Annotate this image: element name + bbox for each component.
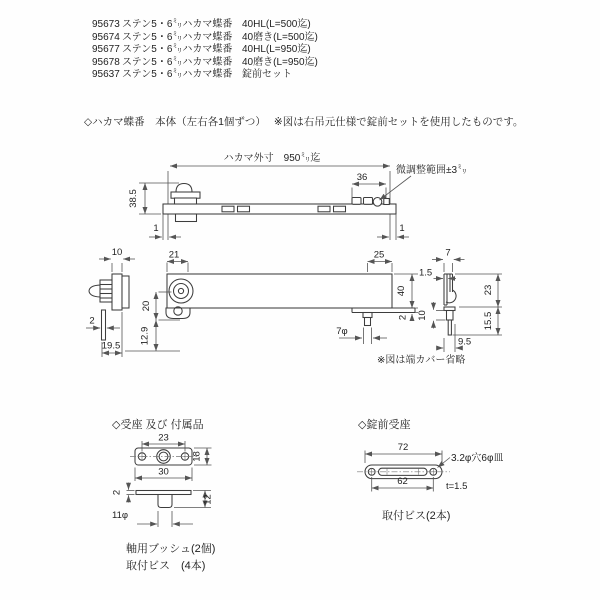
- product-spec: 錠前セット: [242, 69, 292, 81]
- dim-7-label: 7: [445, 247, 451, 259]
- dim-2-socket-label: 2: [111, 489, 123, 496]
- dim-1-right-label: 1: [399, 223, 405, 234]
- dim-10-end-label: 10: [417, 310, 428, 321]
- product-code: 95674: [92, 31, 120, 43]
- product-spec: 40HL(L=950迄): [242, 44, 311, 56]
- section-title: ◇ハカマ蝶番 本体（左右各1個ずつ）: [84, 116, 266, 128]
- dim-7phi-label: 7φ: [336, 326, 348, 337]
- product-name: ステン5・6㍉ハカマ蝶番: [122, 31, 233, 43]
- hole-spec-label: 3.2φ穴6φ皿: [451, 453, 504, 464]
- product-code: 95678: [92, 56, 120, 68]
- dim-1-left-label: 1: [153, 223, 159, 234]
- end-cover-note: ※図は端カバー省略: [377, 355, 466, 366]
- dim-10-label: 10: [111, 247, 123, 258]
- dim-38-5-label: 38.5: [128, 189, 139, 208]
- product-code: 95673: [92, 19, 120, 30]
- lock-plate-section: [357, 417, 503, 522]
- product-name: ステン5・6㍉ハカマ蝶番: [122, 19, 233, 30]
- bush-body: [447, 311, 454, 321]
- dim-18-label: 18: [191, 451, 203, 462]
- product-name: ステン5・6㍉ハカマ蝶番: [122, 56, 233, 68]
- socket-title: ◇受座 及び 付属品: [112, 419, 204, 431]
- dim-2-label: 2: [89, 315, 95, 327]
- bush-pin: [448, 320, 451, 335]
- lock-plate-title: ◇錠前受座: [358, 419, 411, 431]
- pivot-knob: [176, 184, 192, 193]
- adjust-range-note: 微調整範囲±3㍉: [396, 165, 468, 176]
- dim-72-label: 72: [397, 442, 409, 453]
- dim-19-5-label: 19.5: [101, 340, 121, 352]
- dim-9-5-label: 9.5: [458, 336, 472, 348]
- mount-tab: [166, 308, 190, 319]
- bush-flange-side: [136, 491, 191, 495]
- dim-25-label: 25: [373, 249, 385, 261]
- dim-11phi-label: 11φ: [112, 510, 129, 521]
- hinge-plate: [167, 274, 392, 308]
- product-spec: 40磨き(L=950迄): [242, 56, 318, 68]
- product-spec: 40HL(L=500迄): [242, 19, 311, 30]
- dim-15-5-label: 15.5: [483, 311, 494, 331]
- bush-stem: [158, 495, 172, 508]
- dim-1-5-label: 1.5: [419, 267, 433, 279]
- product-code: 95637: [92, 69, 120, 81]
- pivot-pin: [102, 310, 106, 340]
- bush-qty-label: 軸用ブッシュ(2個): [126, 543, 216, 555]
- screw-qty-label: 取付ビス (4本): [126, 560, 206, 572]
- pivot-side-view: [89, 274, 129, 340]
- hinge-front-view: [86, 247, 465, 366]
- top-view-title: ハカマ外寸 950㍉迄: [223, 153, 321, 164]
- thickness-label: t=1.5: [446, 481, 468, 492]
- dim-23-socket-label: 23: [158, 432, 169, 444]
- adjuster-screw: [352, 198, 361, 205]
- product-name: ステン5・6㍉ハカマ蝶番: [122, 69, 233, 81]
- product-spec: 40磨き(L=500迄): [242, 31, 318, 43]
- dim-20-label: 20: [141, 300, 152, 312]
- socket-section: [112, 417, 216, 572]
- dim-21-label: 21: [168, 249, 180, 261]
- product-name: ステン5・6㍉ハカマ蝶番: [122, 44, 233, 56]
- lock-screw-qty-label: 取付ビス(2本): [382, 510, 451, 522]
- bottom-pin: [363, 313, 372, 318]
- hinge-bar: [163, 204, 396, 214]
- dim-2-bottom-label: 2: [397, 314, 409, 321]
- dim-36-label: 36: [356, 172, 368, 183]
- dim-12-label: 12: [202, 494, 214, 505]
- dim-40-label: 40: [396, 285, 407, 297]
- dim-62-label: 62: [397, 476, 408, 487]
- dim-30-label: 30: [158, 466, 169, 478]
- section-note: ※図は右吊元仕様で錠前セットを使用したものです。: [273, 116, 524, 128]
- hinge-top-view: [128, 151, 467, 240]
- dim-23-label: 23: [483, 284, 494, 296]
- hinge-end-view: [417, 248, 502, 353]
- product-code: 95677: [92, 44, 120, 56]
- dim-12-9-label: 12.9: [139, 326, 151, 346]
- adjuster-screw: [364, 198, 373, 205]
